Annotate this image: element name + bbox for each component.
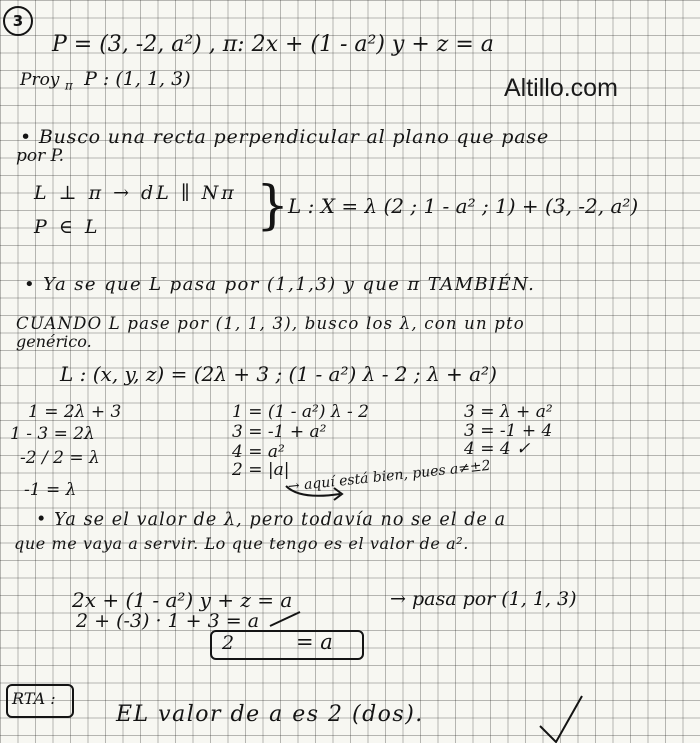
col3-row-3: 4 = 4 ✓ <box>464 439 531 459</box>
substitution-line: 2 + (-3) · 1 + 3 = a <box>76 610 260 632</box>
result-right: = a <box>296 630 333 654</box>
system-brace: } <box>256 176 290 236</box>
proj-sub: π <box>64 78 73 93</box>
bullet-3-line-a: • Ya se el valor de λ, pero todavía no se el de a <box>36 510 507 530</box>
bullet-3-line-b: que me vaya a servir. Lo que tengo es el valor de a². <box>14 534 469 553</box>
curve-arrow <box>286 486 340 496</box>
proj-rest: P : (1, 1, 3) <box>84 68 191 90</box>
generic-point-line: L : (x, y, z) = (2λ + 3 ; (1 - a²) λ - 2 ; λ + a²) <box>60 362 497 386</box>
plane-arrow-note: → pasa por (1, 1, 3) <box>390 588 577 610</box>
bullet-1-line-b: por P. <box>16 146 65 166</box>
col1-row-1: 1 = 2λ + 3 <box>28 402 122 422</box>
col2-row-3: 4 = a² <box>232 442 285 462</box>
scribble-note: → aquí está bien, pues a≠±2 <box>287 457 492 495</box>
proj-label: Proy <box>20 70 60 90</box>
watermark: Altillo.com <box>504 74 618 102</box>
problem-number-text: 3 <box>12 12 24 30</box>
col1-row-2: 1 - 3 = 2λ <box>10 424 95 444</box>
col1-row-3: -2 / 2 = λ <box>20 448 100 468</box>
line-equation: L : X = λ (2 ; 1 - a² ; 1) + (3, -2, a²) <box>288 194 639 218</box>
cuando-line-a: CUANDO L pase por (1, 1, 3), busco los λ, con un pto <box>16 314 525 333</box>
rta-label: RTA : <box>12 689 56 708</box>
bullet-2-line: • Ya se que L pasa por (1,1,3) y que π TAMBIÉN. <box>24 274 536 295</box>
col1-row-4: -1 = λ <box>24 480 77 500</box>
given-line: P = (3, -2, a²) , π: 2x + (1 - a²) y + z = a <box>52 32 494 57</box>
col2-row-1: 1 = (1 - a²) λ - 2 <box>232 402 369 422</box>
plane-equation: 2x + (1 - a²) y + z = a <box>72 588 293 612</box>
col3-row-1: 3 = λ + a² <box>464 402 553 422</box>
bullet-1-line-a: • Busco una recta perpendicular al plano que pase <box>20 126 549 148</box>
check-mark <box>540 696 582 742</box>
system-line-a: L ⊥ π → dL ∥ Nπ <box>34 182 237 204</box>
strike-mark <box>270 612 300 626</box>
col3-row-2: 3 = -1 + 4 <box>464 421 553 441</box>
result-left: 2 <box>222 632 235 654</box>
answer-line: EL valor de a es 2 (dos). <box>116 702 424 727</box>
cuando-line-b: genérico. <box>16 332 92 351</box>
col2-row-4: 2 = |a| <box>232 460 290 480</box>
system-line-b: P ∈ L <box>34 216 101 238</box>
col2-row-2: 3 = -1 + a² <box>232 422 327 442</box>
